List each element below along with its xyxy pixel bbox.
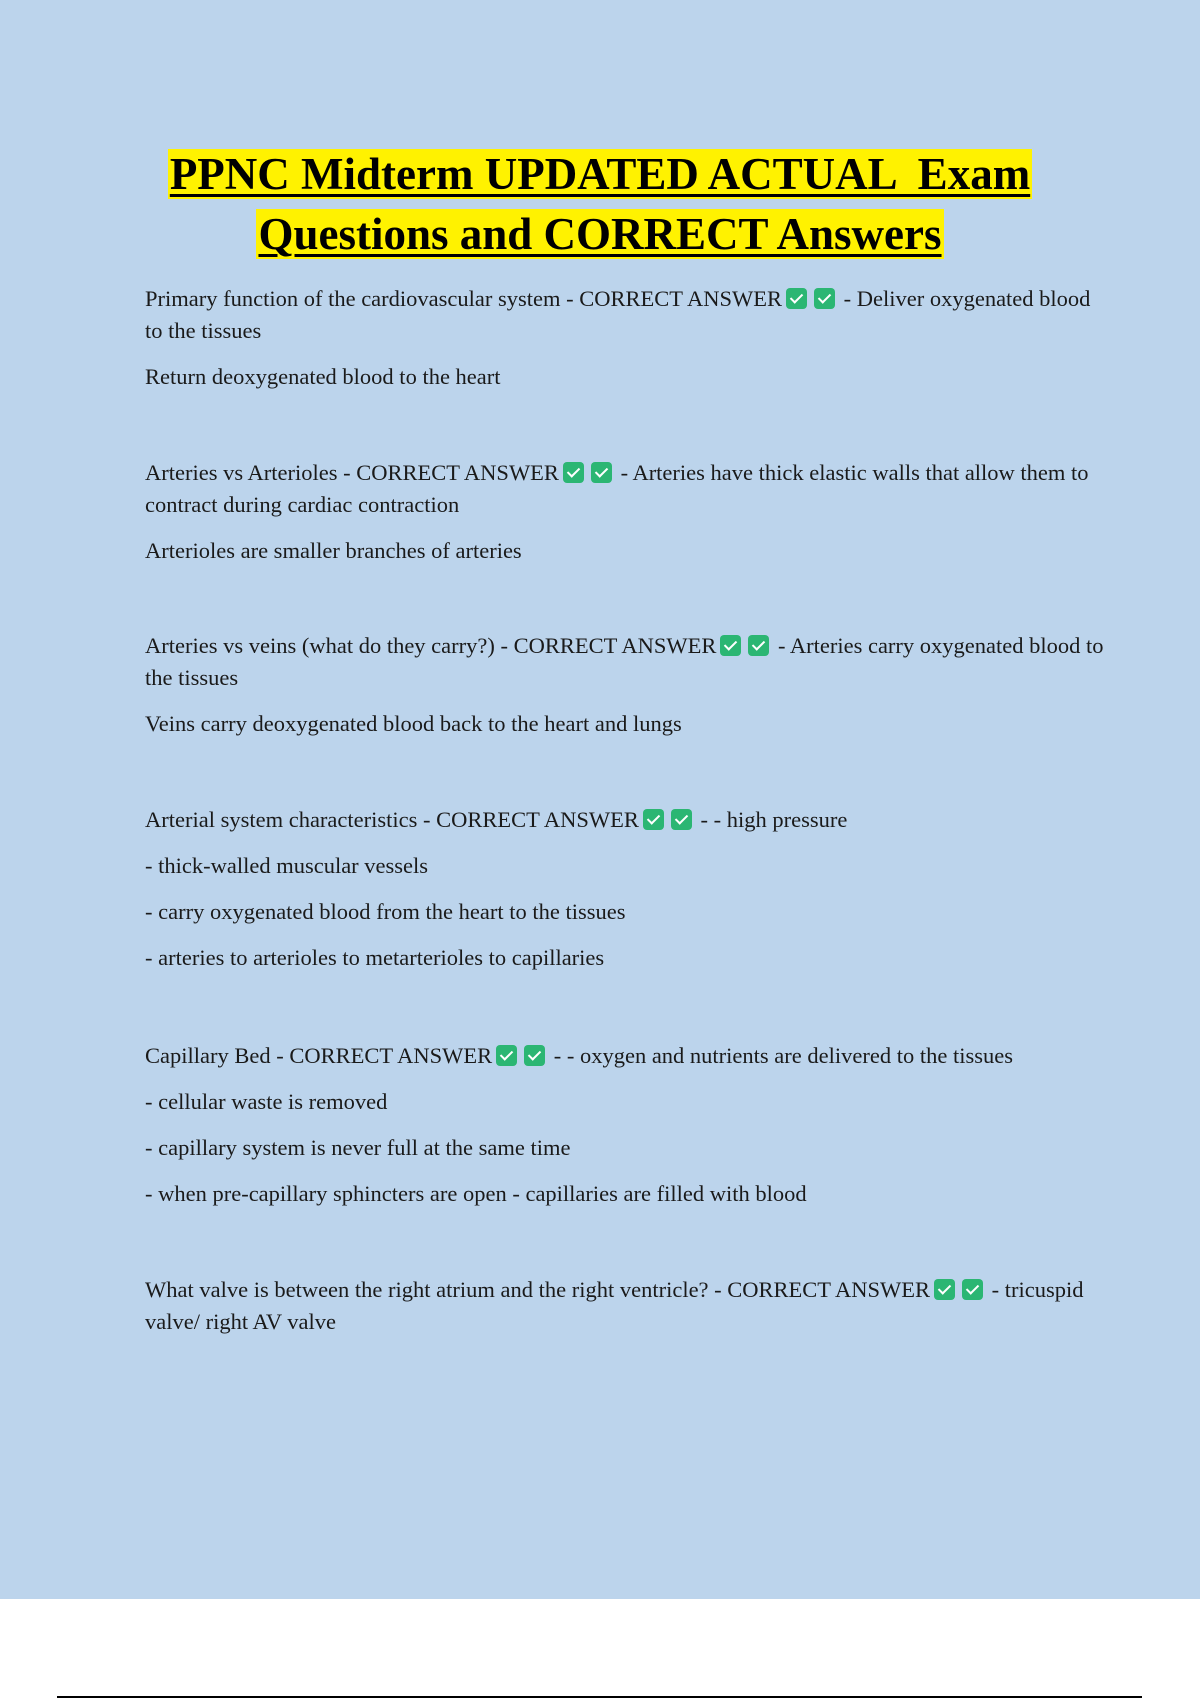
qa-item bbox=[145, 630, 1105, 754]
qa-item bbox=[145, 1040, 1105, 1224]
check-mark-icon bbox=[934, 1279, 955, 1300]
title-line-2: Questions and CORRECT Answers bbox=[258, 209, 942, 259]
qa-answer-line: - carry oxygenated blood from the heart to the tissues bbox=[145, 899, 626, 924]
check-mark-icon bbox=[671, 809, 692, 830]
check-mark-icon bbox=[524, 1045, 545, 1066]
qa-answer: - - oxygen and nutrients are delivered to the tissues bbox=[548, 1043, 1013, 1068]
qa-question: Arteries vs veins (what do they carry?) - CORRECT ANSWER bbox=[145, 633, 717, 658]
check-mark-icon bbox=[720, 635, 741, 656]
title-line-1: PPNC Midterm UPDATED ACTUAL Exam bbox=[169, 149, 1031, 199]
footer-divider bbox=[57, 1696, 1142, 1698]
check-mark-icon bbox=[786, 288, 807, 309]
qa-question: What valve is between the right atrium and the right ventricle? - CORRECT ANSWER bbox=[145, 1277, 931, 1302]
check-mark-icon bbox=[496, 1045, 517, 1066]
qa-answer: - Arteries have thick elastic walls that allow them to contract during cardiac contraction bbox=[145, 460, 1089, 517]
qa-question: Capillary Bed - CORRECT ANSWER bbox=[145, 1043, 493, 1068]
qa-item bbox=[145, 804, 1105, 988]
qa-question: Primary function of the cardiovascular system - CORRECT ANSWER bbox=[145, 286, 782, 311]
check-mark-icon bbox=[748, 635, 769, 656]
qa-item bbox=[145, 1274, 1105, 1352]
qa-answer: - - high pressure bbox=[694, 807, 848, 832]
qa-item bbox=[145, 457, 1105, 581]
qa-question-line bbox=[145, 1040, 1105, 1072]
qa-question: Arterial system characteristics - CORRECT ANSWER bbox=[145, 807, 639, 832]
qa-answer-line: - arteries to arterioles to metarterioles to capillaries bbox=[145, 945, 605, 970]
qa-item bbox=[145, 283, 1105, 407]
qa-question-line bbox=[145, 283, 1105, 347]
qa-answer: - Deliver oxygenated blood to the tissues bbox=[145, 286, 1091, 343]
qa-answer-line: Veins carry deoxygenated blood back to the heart and lungs bbox=[145, 711, 682, 736]
qa-answer-line: Return deoxygenated blood to the heart bbox=[145, 364, 501, 389]
qa-question-line bbox=[145, 630, 1105, 694]
check-mark-icon bbox=[563, 462, 584, 483]
qa-question-line bbox=[145, 457, 1105, 521]
document-title bbox=[100, 144, 1100, 264]
qa-answer-line: Arterioles are smaller branches of arteries bbox=[145, 538, 522, 563]
check-mark-icon bbox=[643, 809, 664, 830]
check-mark-icon bbox=[591, 462, 612, 483]
check-mark-icon bbox=[962, 1279, 983, 1300]
qa-answer-line: - cellular waste is removed bbox=[145, 1089, 388, 1114]
qa-question-line bbox=[145, 1274, 1105, 1338]
qa-question-line bbox=[145, 804, 1105, 836]
qa-answer-line: - thick-walled muscular vessels bbox=[145, 853, 429, 878]
qa-answer: - tricuspid valve/ right AV valve bbox=[145, 1277, 1084, 1334]
check-mark-icon bbox=[814, 288, 835, 309]
qa-answer-line: - capillary system is never full at the same time bbox=[145, 1135, 571, 1160]
qa-answer-line: - when pre-capillary sphincters are open - capillaries are filled with blood bbox=[145, 1181, 807, 1206]
qa-answer: - Arteries carry oxygenated blood to the tissues bbox=[145, 633, 1104, 690]
qa-question: Arteries vs Arterioles - CORRECT ANSWER bbox=[145, 460, 559, 485]
